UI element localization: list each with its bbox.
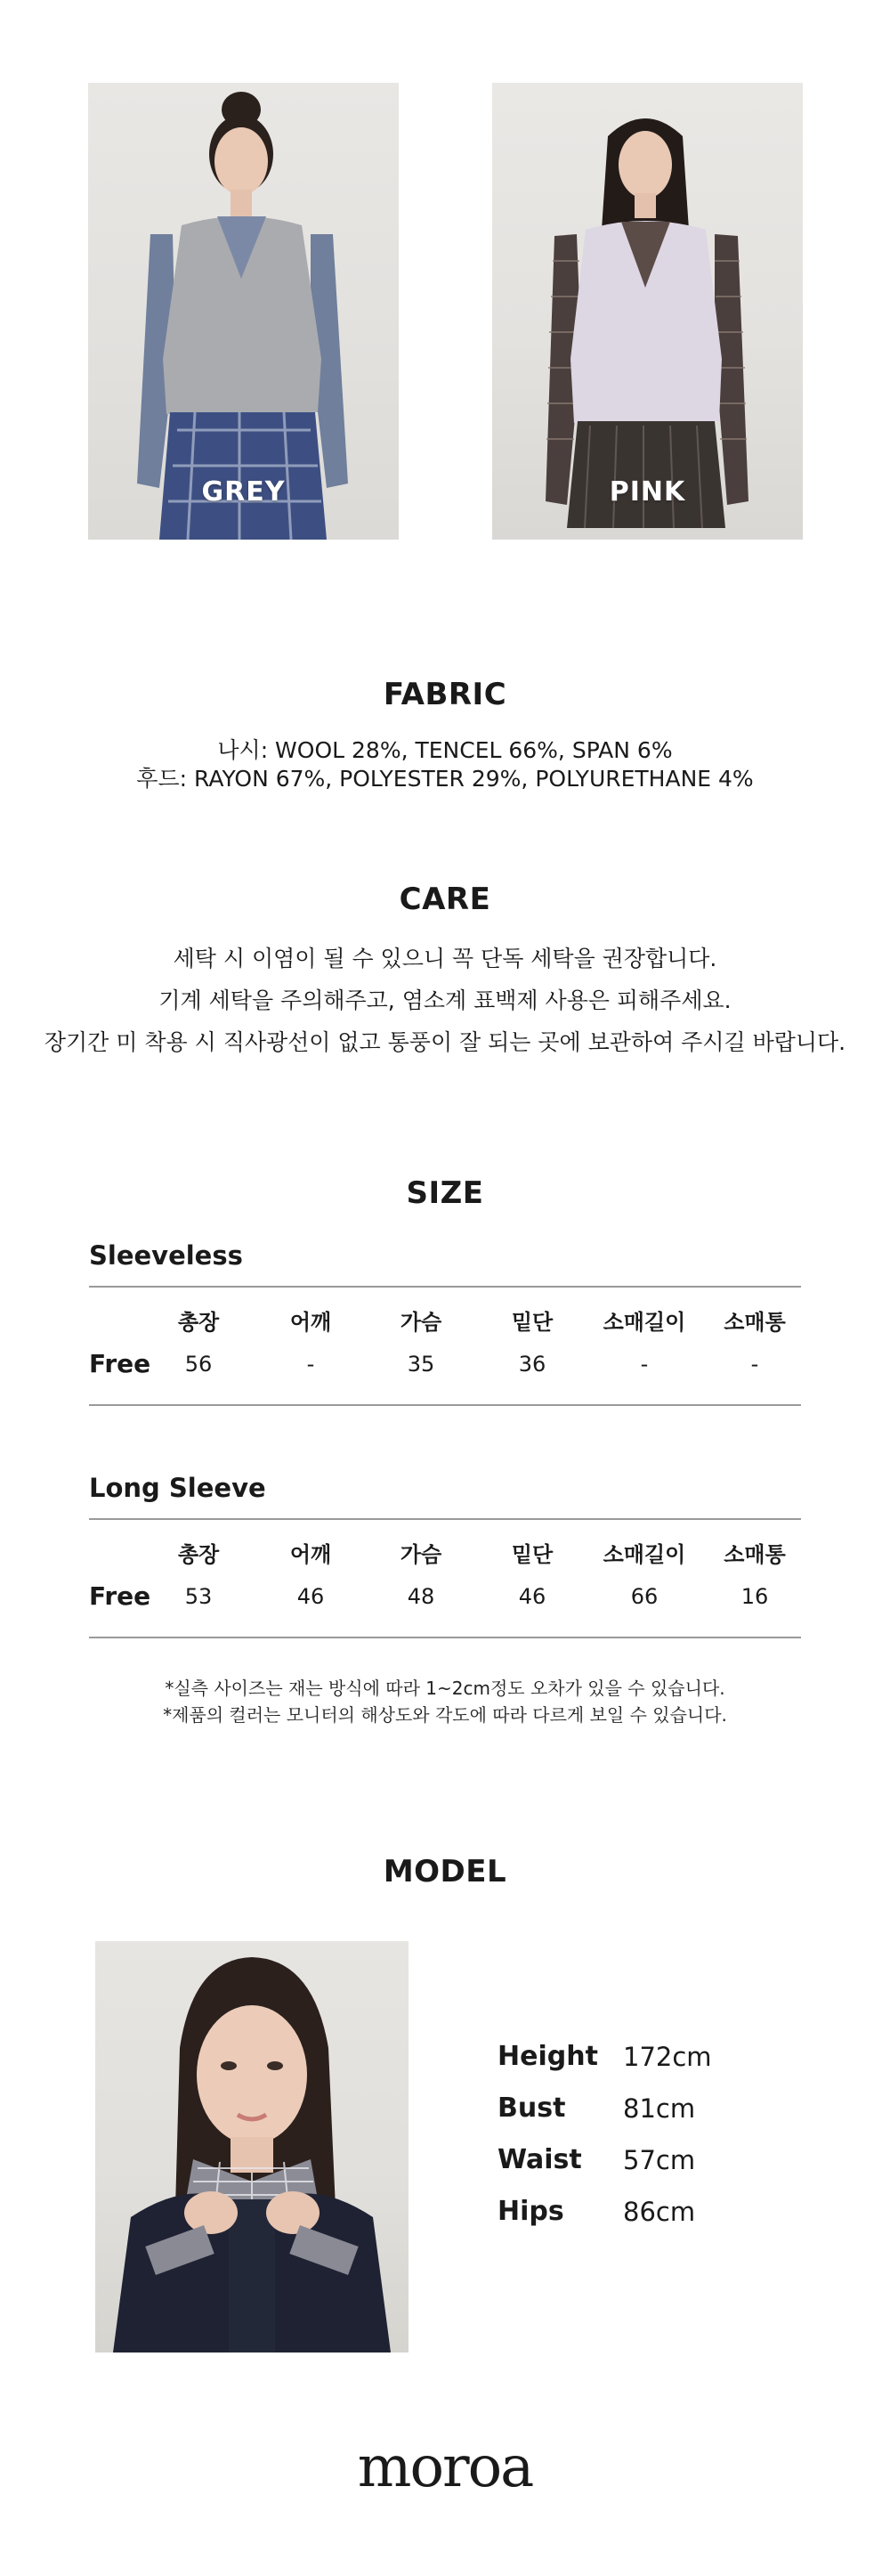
model-title: MODEL [383, 1854, 507, 1889]
sleeveless-value-length: 56 [184, 1352, 213, 1377]
sleeveless-value-sleeve-length: - [640, 1352, 649, 1377]
brand-logo-text: moroa [357, 2435, 533, 2500]
sleeveless-header-hem: 밑단 [511, 1310, 554, 1335]
sleeveless-table-bottom-rule [89, 1404, 801, 1406]
sleeveless-value-sleeve-width: - [750, 1352, 759, 1377]
long-sleeve-value-shoulder: 46 [296, 1584, 325, 1609]
sleeveless-value-chest: 35 [407, 1352, 435, 1377]
brand-logo [334, 2435, 556, 2502]
spec-label-height: Height [498, 2041, 598, 2072]
sleeveless-table-title: Sleeveless [89, 1240, 243, 1271]
pink-model-figure [492, 83, 803, 540]
model-photo [95, 1941, 409, 2353]
fabric-line-sleeveless: 나시: WOOL 28%, TENCEL 66%, SPAN 6% [217, 737, 673, 763]
long-sleeve-header-shoulder: 어깨 [289, 1542, 332, 1567]
sleeveless-value-shoulder: - [306, 1352, 315, 1377]
long-sleeve-header-sleeve-length: 소매길이 [603, 1542, 686, 1567]
spec-label-waist: Waist [498, 2144, 582, 2175]
long-sleeve-value-chest: 48 [407, 1584, 435, 1609]
care-line-1: 세탁 시 이염이 될 수 있으니 꼭 단독 세탁을 권장합니다. [173, 946, 717, 971]
grey-color-label: GREY [201, 476, 286, 508]
long-sleeve-header-chest: 가슴 [400, 1542, 442, 1567]
long-sleeve-table-bottom-rule [89, 1637, 801, 1638]
sleeveless-header-chest: 가슴 [400, 1310, 442, 1335]
sleeveless-row-label: Free [89, 1349, 151, 1378]
long-sleeve-table-title: Long Sleeve [89, 1473, 266, 1503]
fabric-line-hood: 후드: RAYON 67%, POLYESTER 29%, POLYURETHANE 4% [136, 766, 754, 792]
fabric-title: FABRIC [383, 677, 507, 712]
long-sleeve-value-sleeve-length: 66 [630, 1584, 659, 1609]
long-sleeve-table-top-rule [89, 1518, 801, 1520]
long-sleeve-value-length: 53 [184, 1584, 213, 1609]
pink-color-label: PINK [609, 476, 686, 508]
long-sleeve-header-length: 총장 [177, 1542, 220, 1567]
sleeveless-header-sleeve-width: 소매통 [724, 1310, 786, 1335]
care-title: CARE [399, 882, 491, 917]
spec-label-bust: Bust [498, 2092, 566, 2124]
spec-value-hips: 86cm [623, 2197, 696, 2227]
size-note-measurement: *실측 사이즈는 재는 방식에 따라 1~2cm정도 오차가 있을 수 있습니다. [165, 1678, 725, 1699]
long-sleeve-header-hem: 밑단 [511, 1542, 554, 1567]
spec-value-bust: 81cm [623, 2093, 696, 2124]
care-line-3: 장기간 미 착용 시 직사광선이 없고 통풍이 잘 되는 곳에 보관하여 주시길 바랍니다. [44, 1029, 846, 1055]
spec-value-waist: 57cm [623, 2145, 696, 2175]
care-line-2: 기계 세탁을 주의해주고, 염소계 표백제 사용은 피해주세요. [158, 987, 732, 1013]
long-sleeve-header-sleeve-width: 소매통 [724, 1542, 786, 1567]
long-sleeve-row-label: Free [89, 1581, 151, 1611]
sleeveless-header-length: 총장 [177, 1310, 220, 1335]
spec-label-hips: Hips [498, 2196, 564, 2227]
grey-color-photo [88, 83, 399, 540]
size-title: SIZE [406, 1175, 484, 1211]
long-sleeve-value-hem: 46 [518, 1584, 546, 1609]
model-portrait-figure [95, 1941, 409, 2353]
size-note-color: *제품의 컬러는 모니터의 해상도와 각도에 따라 다르게 보일 수 있습니다. [163, 1704, 727, 1726]
sleeveless-value-hem: 36 [518, 1352, 546, 1377]
sleeveless-table-top-rule [89, 1286, 801, 1288]
sleeveless-header-shoulder: 어깨 [289, 1310, 332, 1335]
pink-color-photo [492, 83, 803, 540]
grey-model-figure [88, 83, 399, 540]
sleeveless-header-sleeve-length: 소매길이 [603, 1310, 686, 1335]
spec-value-height: 172cm [623, 2042, 712, 2072]
long-sleeve-value-sleeve-width: 16 [740, 1584, 769, 1609]
